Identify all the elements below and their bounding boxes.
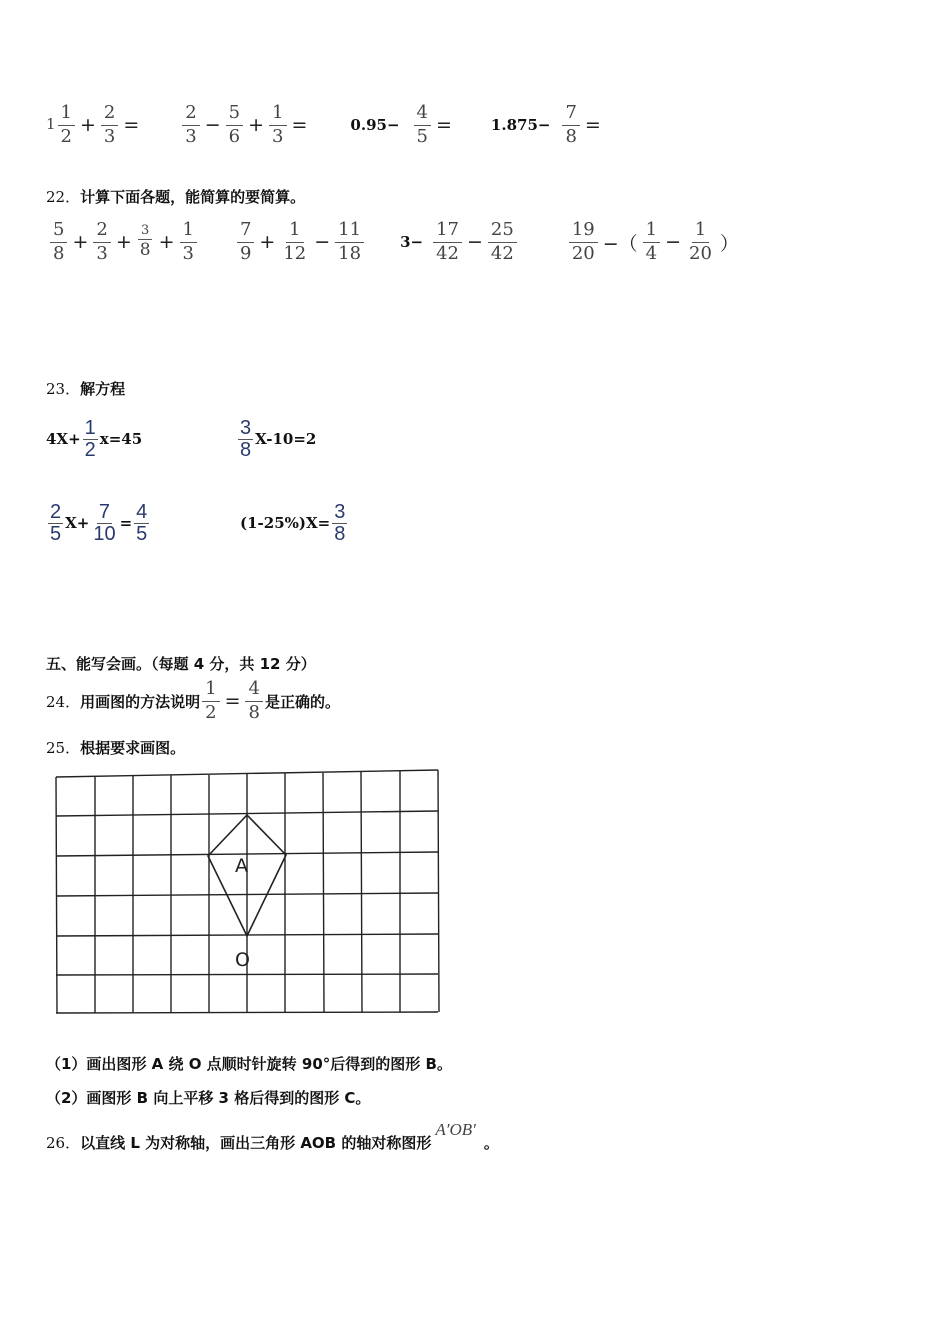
calc-row-21 bbox=[46, 100, 604, 150]
equation-1 bbox=[46, 410, 142, 468]
fraction: $\frac{2}{5}$ bbox=[50, 500, 62, 545]
fraction: $\frac{25}{42}$ bbox=[488, 221, 517, 264]
expr-21-2 bbox=[180, 101, 310, 147]
question-24 bbox=[46, 678, 340, 724]
mixed-whole: 1 bbox=[46, 115, 56, 133]
question-text: 根据要求画图。 bbox=[80, 739, 186, 757]
question-26 bbox=[46, 1122, 499, 1162]
question-22-title bbox=[46, 186, 305, 207]
question-number: 25． bbox=[46, 739, 81, 757]
expr-21-1 bbox=[46, 101, 142, 147]
fraction: $\frac{5}{8}$ bbox=[50, 221, 67, 264]
fraction: $\frac{2}{3}$ bbox=[93, 221, 110, 264]
fraction: $\frac{3}{8}$ bbox=[240, 416, 252, 461]
question-25-title bbox=[46, 737, 185, 758]
calc-row-22 bbox=[48, 216, 742, 268]
fraction: $\frac{1}{2}$ bbox=[58, 104, 75, 147]
equation-text: = bbox=[119, 514, 133, 532]
question-text: 用画图的方法说明 bbox=[80, 692, 201, 711]
fraction: $\frac{3}{8}$ bbox=[139, 222, 151, 261]
question-text: 解方程 bbox=[80, 380, 126, 398]
operator: + bbox=[158, 231, 175, 253]
equals: = bbox=[224, 690, 241, 712]
question-number: 22． bbox=[46, 188, 81, 206]
equals: = bbox=[291, 114, 308, 136]
equation-3 bbox=[46, 494, 151, 552]
label-a: A bbox=[235, 855, 248, 877]
fraction: $\frac{7}{10}$ bbox=[93, 500, 116, 545]
expr-22-4 bbox=[567, 218, 742, 264]
question-end: 。 bbox=[483, 1133, 499, 1152]
operator: − bbox=[466, 231, 483, 253]
fraction: $\frac{11}{18}$ bbox=[335, 221, 364, 264]
grid-line-v bbox=[438, 770, 439, 1012]
equation-text: 4X+ bbox=[46, 430, 81, 448]
operator: + bbox=[248, 114, 265, 136]
fraction: $\frac{3}{8}$ bbox=[334, 500, 346, 545]
fraction: $\frac{19}{20}$ bbox=[569, 221, 598, 264]
fraction: $\frac{4}{5}$ bbox=[136, 500, 148, 545]
question-number: 26． bbox=[46, 1133, 81, 1152]
fraction: $\frac{1}{2}$ bbox=[202, 680, 219, 723]
equation-text: X+ bbox=[65, 514, 90, 532]
fraction: $\frac{2}{3}$ bbox=[101, 104, 118, 147]
grid-lines bbox=[56, 770, 439, 1013]
fraction: $\frac{1}{12}$ bbox=[283, 218, 307, 264]
expr-22-1 bbox=[48, 218, 199, 264]
operator: − bbox=[204, 114, 221, 136]
equation-text: X-10=2 bbox=[255, 430, 317, 448]
fraction: $\frac{1}{2}$ bbox=[84, 416, 96, 461]
fraction: $\frac{1}{3}$ bbox=[180, 221, 197, 264]
grid-figure bbox=[50, 764, 450, 1020]
fraction: $\frac{4}{5}$ bbox=[414, 104, 431, 147]
equation-text: (1-25%)X= bbox=[240, 514, 331, 532]
fraction: $\frac{1}{3}$ bbox=[269, 104, 286, 147]
fraction: $\frac{1}{4}$ bbox=[643, 221, 660, 264]
expr-lead: 0.95− bbox=[350, 116, 400, 134]
expr-22-2 bbox=[235, 218, 366, 264]
fraction: $\frac{7}{9}$ bbox=[237, 221, 254, 264]
label-o: O bbox=[235, 949, 250, 971]
grid-line-v bbox=[323, 773, 324, 1012]
operator: −（ bbox=[602, 232, 638, 255]
expr-21-3 bbox=[350, 101, 454, 147]
fraction: $\frac{4}{8}$ bbox=[245, 680, 262, 723]
operator: − bbox=[314, 231, 331, 253]
question-number: 23． bbox=[46, 380, 81, 398]
equation-text: x=45 bbox=[99, 430, 143, 448]
equation-2 bbox=[236, 410, 316, 468]
equals: = bbox=[435, 114, 452, 136]
question-number: 24． bbox=[46, 692, 81, 711]
expr-22-3 bbox=[400, 218, 519, 264]
question-23-title bbox=[46, 378, 125, 399]
equals: = bbox=[584, 114, 601, 136]
fraction: $\frac{1}{20}$ bbox=[689, 218, 712, 264]
operator: − bbox=[665, 231, 682, 253]
expr-21-4 bbox=[490, 101, 604, 147]
question-text: 是正确的。 bbox=[264, 692, 340, 711]
fraction: $\frac{2}{3}$ bbox=[182, 104, 199, 147]
question-text: 以直线 L 为对称轴，画出三角形 AOB 的轴对称图形 bbox=[80, 1133, 432, 1152]
section-5-title: 五、能写会画。（每题 4 分，共 12 分） bbox=[46, 655, 316, 673]
fraction: $\frac{17}{42}$ bbox=[433, 221, 462, 264]
operator: + bbox=[259, 231, 276, 253]
operator: + bbox=[72, 231, 89, 253]
expr-lead: 1.875− bbox=[490, 116, 551, 134]
equation-4 bbox=[240, 494, 349, 552]
grid-line-v bbox=[361, 772, 362, 1012]
sub-question-1: （1）画出图形 A 绕 O 点顺时针旋转 90°后得到的图形 B。 bbox=[46, 1055, 452, 1073]
equals: = bbox=[123, 114, 140, 136]
expr-lead: 3− bbox=[400, 233, 424, 251]
question-text: 计算下面各题，能简算的要简算。 bbox=[80, 188, 306, 206]
grid-line-v bbox=[56, 777, 57, 1013]
fraction: $\frac{5}{6}$ bbox=[226, 104, 243, 147]
sub-question-2: （2）画图形 B 向上平移 3 格后得到的图形 C。 bbox=[46, 1089, 371, 1107]
operator: + bbox=[80, 114, 96, 136]
fraction: $\frac{7}{8}$ bbox=[562, 104, 579, 147]
close-paren: ） bbox=[719, 232, 739, 255]
operator: + bbox=[115, 231, 132, 253]
math-notation: A′OB′ bbox=[435, 1120, 476, 1139]
